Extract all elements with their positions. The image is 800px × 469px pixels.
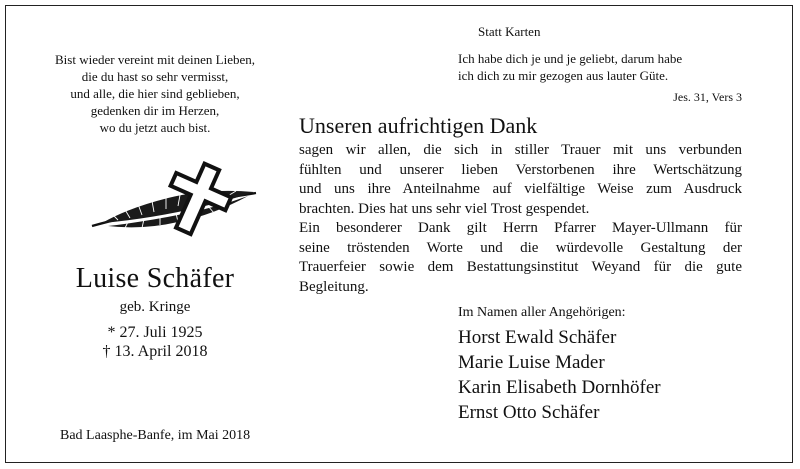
birth-date: * 27. Juli 1925 [107, 324, 203, 341]
paragraph-line: fühlten und unserer lieben Verstorbenen ihre Wertschätzung [299, 161, 742, 178]
signer-name: Horst Ewald Schäfer [458, 327, 617, 348]
verse-line: Ich habe dich je und je geliebt, darum habe [458, 51, 683, 66]
place-and-date: Bad Laasphe-Banfe, im Mai 2018 [60, 428, 251, 443]
death-date: † 13. April 2018 [102, 343, 208, 360]
paragraph-line: Trauerfeier sowie dem Bestattungsinstitut Weyand für die gute [299, 259, 742, 275]
paragraph-line: seine tröstenden Worte und die würdevolle Gestaltung der [299, 239, 742, 256]
paragraph-line: brachten. Dies hat uns sehr viel Trost gespendet. [299, 200, 590, 217]
verse-line: ich dich zu mir gezogen aus lauter Güte. [458, 68, 669, 83]
poem [40, 51, 270, 136]
verse-reference: Jes. 31, Vers 3 [673, 90, 742, 104]
paragraph-line: und uns ihre Anteilnahme auf vielfältige Weise zum Ausdruck [299, 181, 742, 197]
cross-with-palm-frond-icon [88, 160, 258, 240]
poem-line: die du hast so sehr vermisst, [81, 69, 229, 84]
statt-karten: Statt Karten [478, 24, 541, 39]
poem-line: und alle, die hier sind geblieben, [70, 86, 240, 101]
paragraph-line: Begleitung. [299, 278, 369, 295]
poem-line: gedenken dir im Herzen, [90, 103, 220, 118]
deceased-name: Luise Schäfer [75, 263, 235, 294]
signers-list [458, 325, 661, 425]
paragraph-line: Ein besonderer Dank gilt Herrn Pfarrer Mayer-Ullmann für [299, 220, 742, 236]
paragraph-line: sagen wir allen, die sich in stiller Trauer mit uns verbunden [299, 142, 742, 158]
birth-name: geb. Kringe [119, 299, 191, 315]
bible-verse [458, 50, 682, 84]
life-dates [40, 323, 270, 361]
thanks-heading: Unseren aufrichtigen Dank [299, 113, 538, 138]
signature-intro: Im Namen aller Angehörigen: [458, 305, 626, 320]
signer-name: Ernst Otto Schäfer [458, 402, 600, 423]
signer-name: Marie Luise Mader [458, 352, 605, 373]
thanks-paragraph [299, 141, 742, 297]
poem-line: wo du jetzt auch bist. [99, 120, 211, 135]
poem-line: Bist wieder vereint mit deinen Lieben, [55, 52, 255, 67]
signer-name: Karin Elisabeth Dornhöfer [458, 377, 661, 398]
